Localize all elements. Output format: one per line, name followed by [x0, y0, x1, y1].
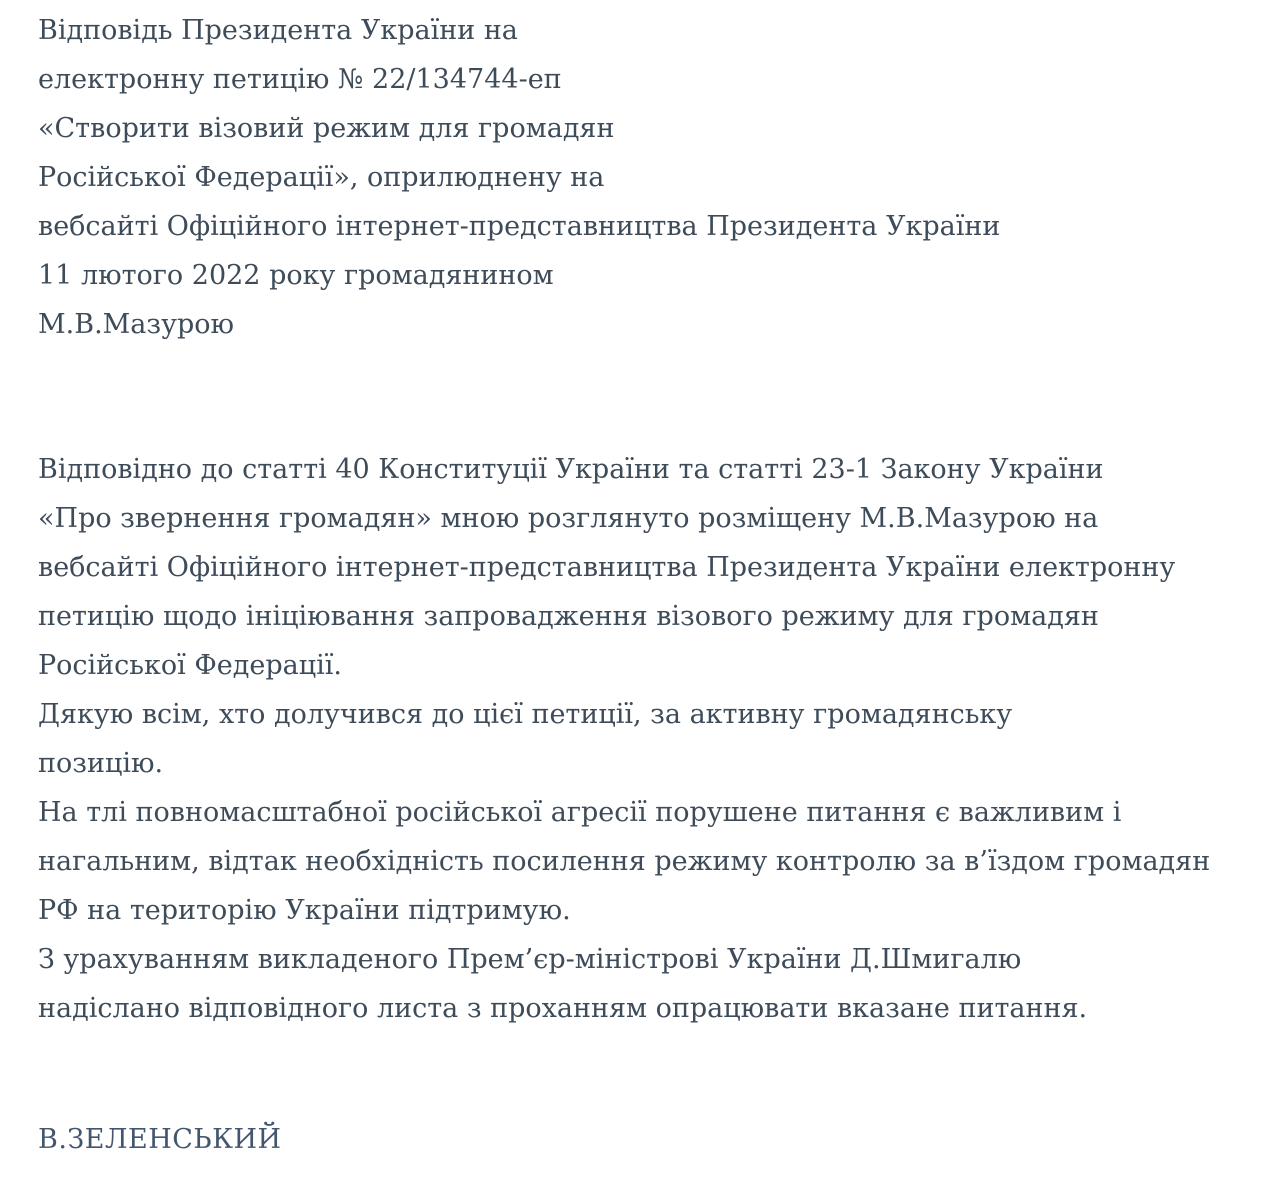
body-line: петицію щодо ініціювання запровадження візового режиму для громадян [38, 601, 1099, 632]
body-line: надіслано відповідного листа з проханням опрацювати вказане питання. [38, 993, 1088, 1024]
header-line: 11 лютого 2022 року громадянином [38, 260, 554, 291]
body-line: Російської Федерації. [38, 650, 342, 681]
body-line: Відповідно до статті 40 Конституції України та статті 23-1 Закону України [38, 454, 1104, 485]
body-line: З урахуванням викладеного Прем’єр-міністрові України Д.Шмигалю [38, 944, 1022, 975]
header-line: Російської Федерації», оприлюднену на [38, 162, 605, 193]
header-line: Відповідь Президента України на [38, 15, 518, 46]
document-header [38, 6, 1242, 349]
header-line: вебсайті Офіційного інтернет-представництва Президента України [38, 211, 1001, 242]
body-line: вебсайті Офіційного інтернет-представництва Президента України електронну [38, 552, 1176, 583]
body-line: РФ на територію України підтримую. [38, 895, 571, 926]
body-line: позицію. [38, 748, 164, 779]
header-line: «Створити візовий режим для громадян [38, 113, 615, 144]
body-line: «Про звернення громадян» мною розглянуто розміщену М.В.Мазурою на [38, 503, 1099, 534]
body-line: На тлі повномасштабної російської агресії порушене питання є важливим і [38, 797, 1122, 828]
document-body [38, 445, 1242, 1033]
header-line: М.В.Мазурою [38, 309, 235, 340]
header-line: електронну петицію № 22/134744-еп [38, 64, 562, 95]
body-line: Дякую всім, хто долучився до цієї петиції, за активну громадянську [38, 699, 1013, 730]
signature-name: В.ЗЕЛЕНСЬКИЙ [38, 1124, 282, 1155]
body-line: нагальним, відтак необхідність посилення режиму контролю за в’їздом громадян [38, 846, 1211, 877]
